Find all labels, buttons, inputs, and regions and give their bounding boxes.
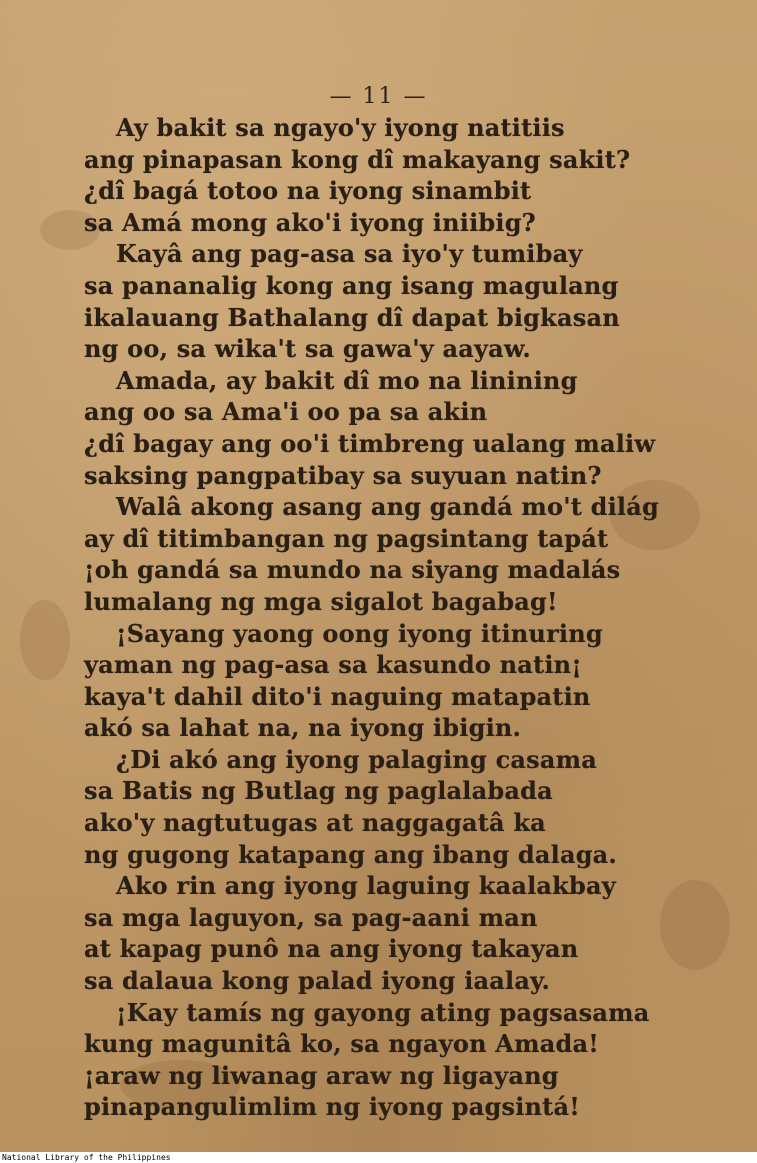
poem-line: Kayâ ang pag-asa sa iyo'y tumibay	[116, 239, 583, 269]
poem-line: ang pinapasan kong dî makayang sakit?	[84, 144, 631, 174]
poem-line: ¡araw ng liwanag araw ng ligayang	[84, 1060, 559, 1090]
poem-line: saksing pangpatibay sa suyuan natin?	[84, 460, 602, 490]
poem-text	[84, 112, 684, 1123]
poem-line: Amada, ay bakit dî mo na linining	[116, 365, 578, 395]
footer-text: National Library of the Philippines	[2, 1153, 171, 1162]
poem-line: Ay bakit sa ngayo'y iyong natitiis	[116, 113, 565, 142]
poem-line: Ako rin ang iyong laguing kaalakbay	[116, 871, 616, 901]
poem-line: ¿Di akó ang iyong palaging casama	[116, 744, 597, 774]
poem-line: ¡Sayang yaong oong iyong itinuring	[116, 618, 603, 648]
paper-stain	[20, 600, 70, 680]
poem-line: lumalang ng mga sigalot bagabag!	[84, 586, 558, 616]
poem-line: pinapangulimlim ng iyong pagsintá!	[84, 1092, 580, 1122]
poem-line: yaman ng pag-asa sa kasundo natin¡	[84, 650, 583, 680]
poem-line: sa mga laguyon, sa pag-aani man	[84, 902, 538, 932]
page-number: — 11 —	[329, 84, 428, 109]
poem-line: ako'y nagtutugas at naggagatâ ka	[84, 808, 546, 838]
poem-line: sa pananalig kong ang isang magulang	[84, 270, 619, 300]
footer-credit	[0, 1152, 757, 1163]
poem-line: sa Batis ng Butlag ng paglalabada	[84, 776, 553, 806]
poem-line: Walâ akong asang ang gandá mo't dilág	[116, 492, 659, 522]
poem-line: ¡oh gandá sa mundo na siyang madalás	[84, 555, 621, 585]
poem-line: akó sa lahat na, na iyong ibigin.	[84, 713, 522, 743]
poem-line: sa dalaua kong palad iyong iaalay.	[84, 966, 551, 996]
poem-line: ng oo, sa wika't sa gawa'y aayaw.	[84, 334, 531, 364]
poem-line: at kapag punô na ang iyong takayan	[84, 934, 579, 964]
poem-line: sa Amá mong ako'i iyong iniibig?	[84, 207, 536, 237]
poem-line: ay dî titimbangan ng pagsintang tapát	[84, 523, 609, 553]
poem-line: kaya't dahil dito'i naguing matapatin	[84, 681, 591, 711]
poem-line: ang oo sa Ama'i oo pa sa akin	[84, 397, 488, 427]
poem-line: ikalauang Bathalang dî dapat bigkasan	[84, 302, 620, 332]
poem-line: ¿dî bagay ang oo'i timbreng ualang maliw	[84, 428, 656, 458]
poem-line: ng gugong katapang ang ibang dalaga.	[84, 839, 617, 869]
poem-line: kung magunitâ ko, sa ngayon Amada!	[84, 1029, 599, 1059]
poem-line: ¿dî bagá totoo na iyong sinambit	[84, 176, 532, 206]
poem-line: ¡Kay tamís ng gayong ating pagsasama	[116, 997, 650, 1027]
